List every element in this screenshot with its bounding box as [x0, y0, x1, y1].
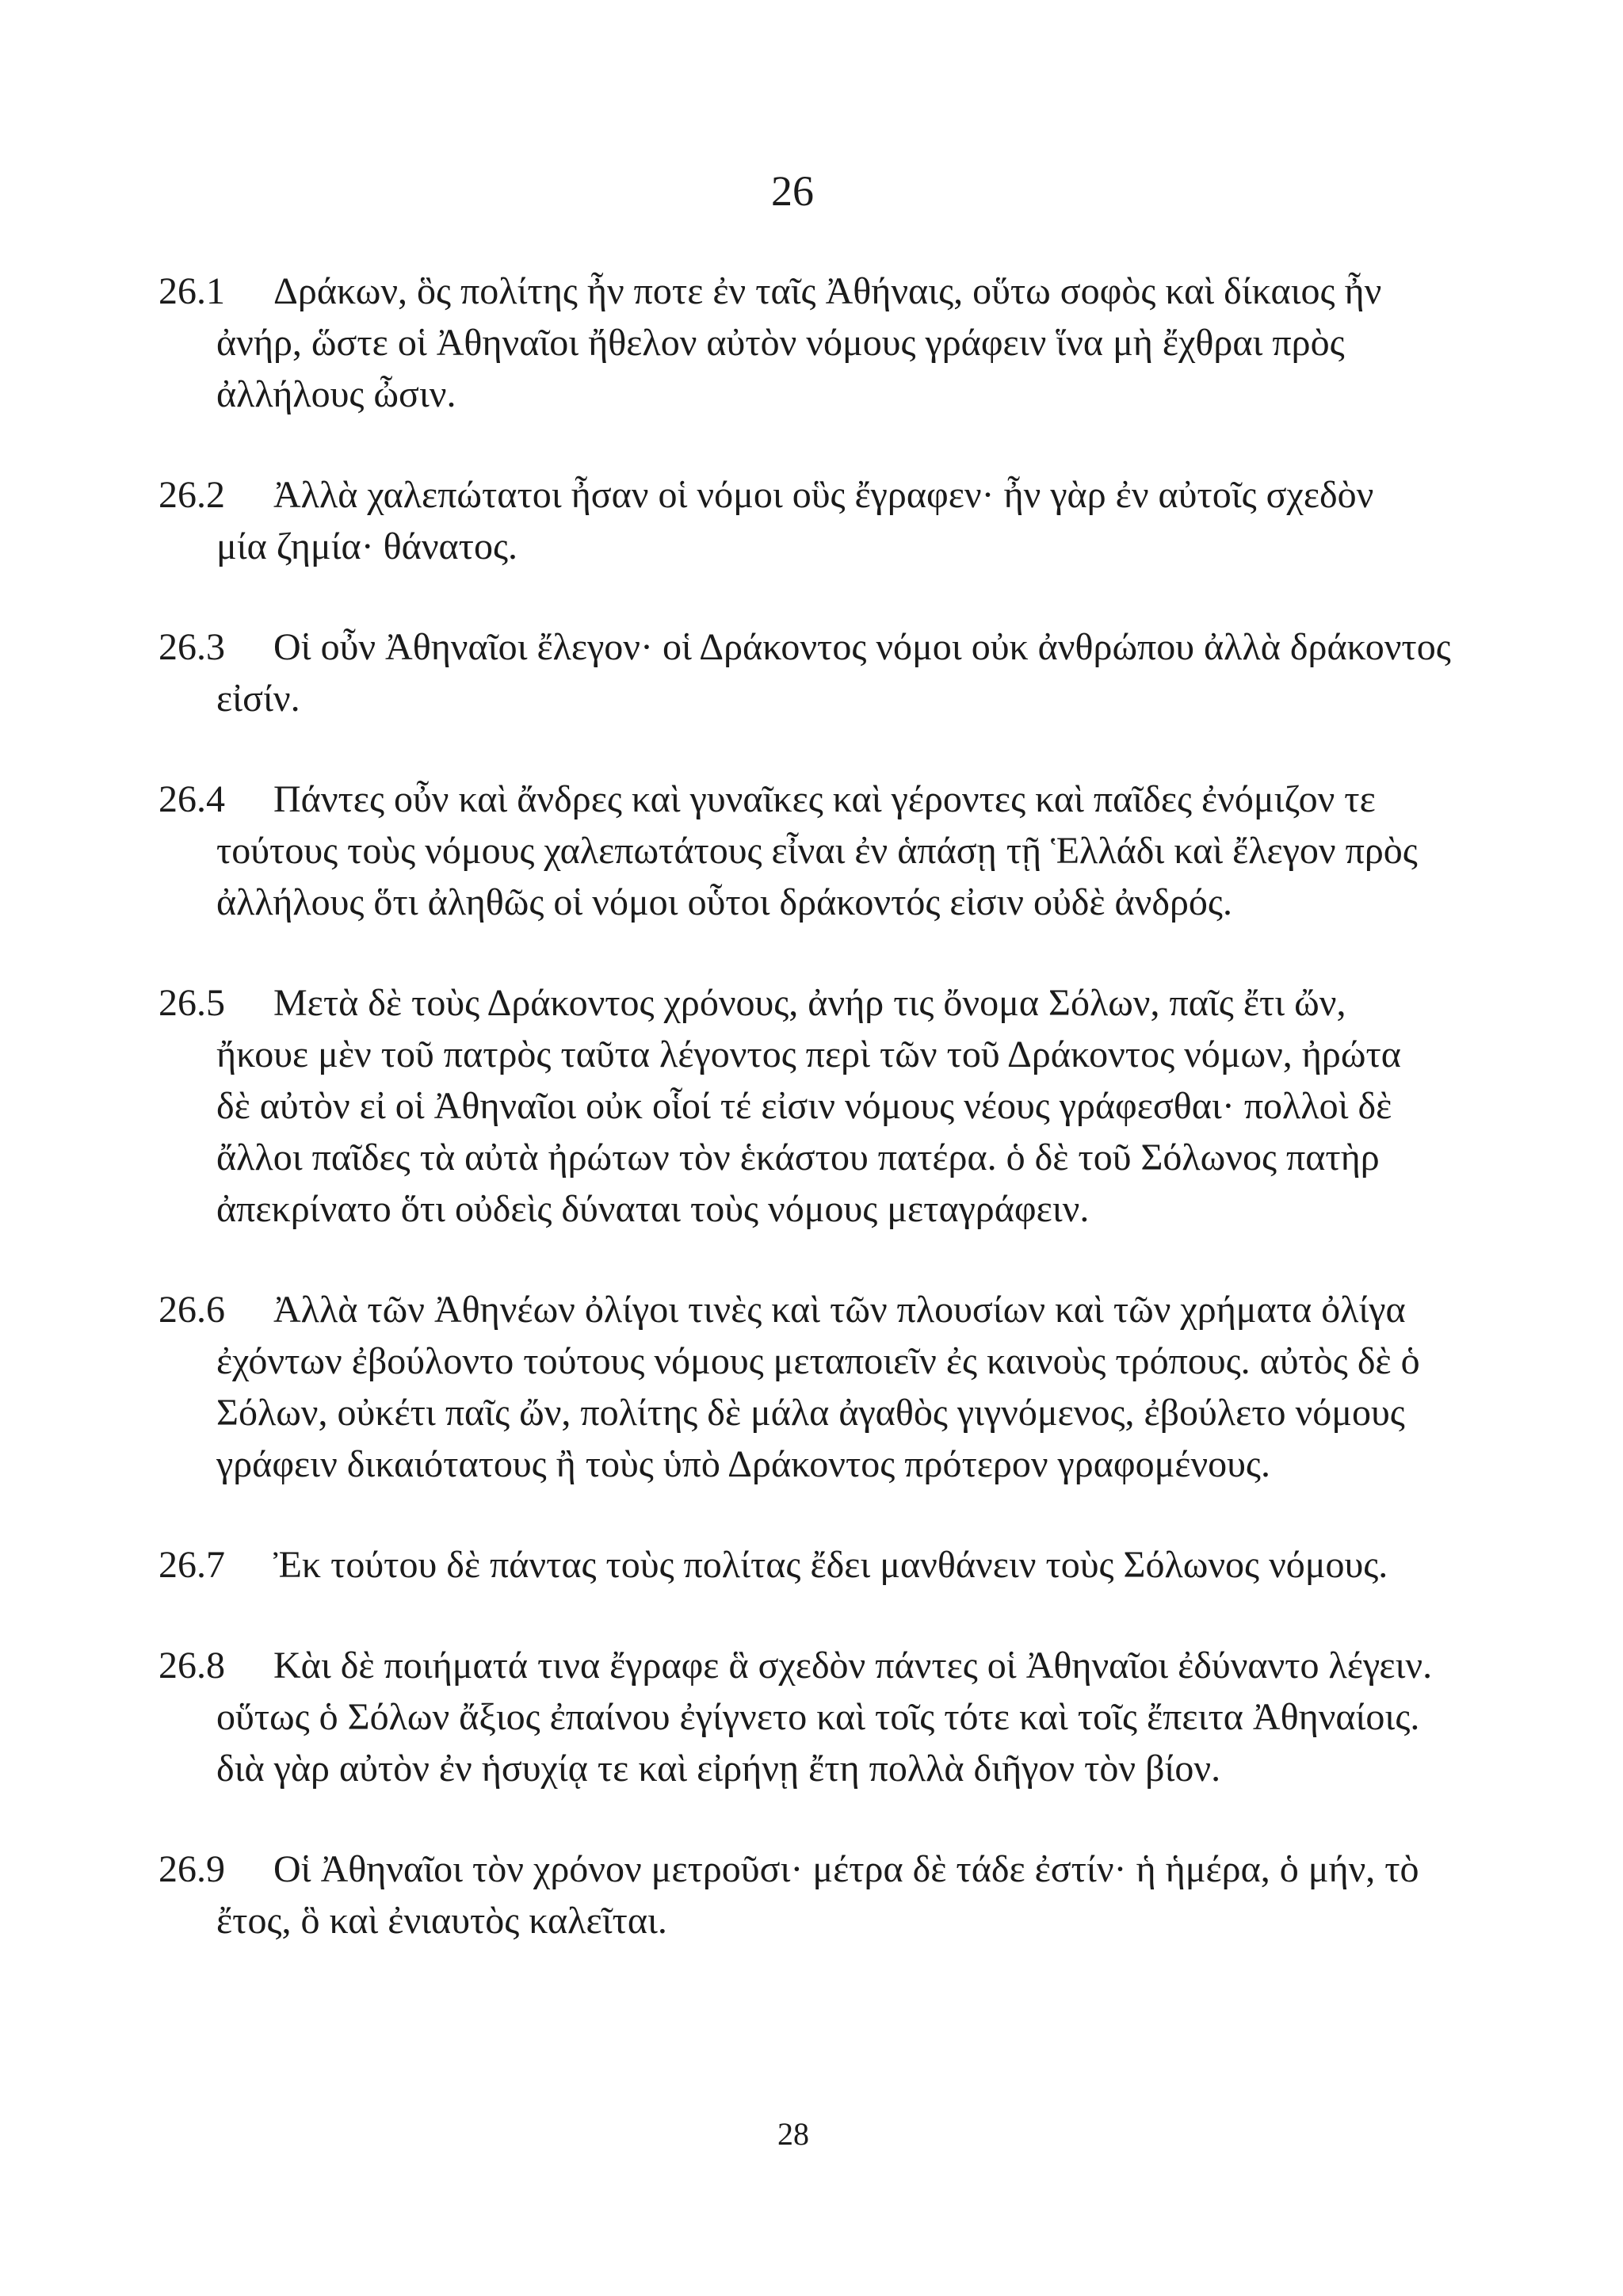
- text-line: [0, 1080, 1623, 1132]
- paragraph-number: 26.7: [158, 1544, 225, 1586]
- paragraph-26-8: [0, 1640, 1623, 1794]
- paragraph-line: Ἀλλὰ τῶν Ἀθηνέων ὀλίγοι τινὲς καὶ τῶν πλουσίων καὶ τῶν χρήματα ὀλίγα: [273, 1289, 1406, 1331]
- text-line: [0, 1029, 1623, 1080]
- text-line: [0, 521, 1623, 572]
- paragraph-line: Οἱ Ἀθηναῖοι τὸν χρόνον μετροῦσι· μέτρα δὲ τάδε ἐστίν· ἡ ἡμέρα, ὁ μήν, τὸ: [273, 1848, 1419, 1890]
- text-line: [0, 621, 1623, 673]
- paragraph-26-5: [0, 977, 1623, 1235]
- paragraph-line: Δράκων, ὃς πολίτης ἦν ποτε ἐν ταῖς Ἀθήναις, οὕτω σοφὸς καὶ δίκαιος ἦν: [273, 270, 1382, 312]
- text-line: [0, 1691, 1623, 1743]
- paragraph-26-9: [0, 1843, 1623, 1946]
- paragraph-line: εἰσίν.: [216, 678, 300, 720]
- paragraph-number: 26.1: [158, 270, 225, 312]
- text-line: [0, 1895, 1623, 1946]
- text-line: [0, 1284, 1623, 1335]
- paragraph-line: Ἀλλὰ χαλεπώτατοι ἦσαν οἱ νόμοι οὓς ἔγραφεν· ἦν γὰρ ἐν αὐτοῖς σχεδὸν: [273, 474, 1374, 516]
- paragraph-number: 26.6: [158, 1289, 225, 1331]
- paragraph-line: Πάντες οὖν καὶ ἄνδρες καὶ γυναῖκες καὶ γέροντες καὶ παῖδες ἐνόμιζον τε: [273, 778, 1376, 820]
- text-line: [0, 1387, 1623, 1438]
- paragraph-26-2: [0, 469, 1623, 572]
- text-line: [0, 1438, 1623, 1490]
- text-line: [0, 1640, 1623, 1691]
- paragraph-line: ἔτος, ὃ καὶ ἐνιαυτὸς καλεῖται.: [216, 1900, 667, 1942]
- paragraph-line: ἐχόντων ἐβούλοντο τούτους νόμους μεταποιεῖν ἐς καινοὺς τρόπους. αὐτὸς δὲ ὁ: [216, 1340, 1420, 1382]
- paragraph-line: μία ζημία· θάνατος.: [216, 525, 517, 567]
- text-line: [0, 1132, 1623, 1183]
- paragraph-line: διὰ γὰρ αὐτὸν ἐν ἡσυχίᾳ τε καὶ εἰρήνῃ ἔτη πολλὰ διῆγον τὸν βίον.: [216, 1748, 1221, 1790]
- text-line: [0, 1183, 1623, 1235]
- paragraph-number: 26.8: [158, 1645, 225, 1687]
- text-line: [0, 1539, 1623, 1591]
- text-line: [0, 673, 1623, 724]
- paragraph-number: 26.9: [158, 1848, 225, 1890]
- paragraph-line: ἄλλοι παῖδες τὰ αὐτὰ ἠρώτων τὸν ἑκάστου πατέρα. ὁ δὲ τοῦ Σόλωνος πατὴρ: [216, 1137, 1380, 1179]
- paragraph-26-1: [0, 266, 1623, 420]
- text-line: [0, 469, 1623, 521]
- text-line: [0, 774, 1623, 825]
- paragraph-line: ἀλλήλους ὦσιν.: [216, 373, 456, 415]
- paragraph-number: 26.3: [158, 626, 225, 668]
- paragraph-line: οὕτως ὁ Σόλων ἄξιος ἐπαίνου ἐγίγνετο καὶ τοῖς τότε καὶ τοῖς ἔπειτα Ἀθηναίοις.: [216, 1696, 1420, 1738]
- paragraph-line: Οἱ οὖν Ἀθηναῖοι ἔλεγον· οἱ Δράκοντος νόμοι οὐκ ἀνθρώπου ἀλλὰ δράκοντος: [273, 626, 1451, 668]
- text-line: [0, 977, 1623, 1029]
- paragraph-26-7: [0, 1539, 1623, 1591]
- paragraph-line: ἀπεκρίνατο ὅτι οὐδεὶς δύναται τοὺς νόμους μεταγράφειν.: [216, 1188, 1090, 1230]
- paragraph-26-4: [0, 774, 1623, 928]
- text-line: [0, 1843, 1623, 1895]
- paragraph-line: δὲ αὐτὸν εἰ οἱ Ἀθηναῖοι οὐκ οἷοί τέ εἰσιν νόμους νέους γράφεσθαι· πολλοὶ δὲ: [216, 1085, 1392, 1127]
- paragraph-line: Μετὰ δὲ τοὺς Δράκοντος χρόνους, ἀνήρ τις ὄνομα Σόλων, παῖς ἔτι ὤν,: [273, 982, 1346, 1024]
- paragraph-line: Σόλων, οὐκέτι παῖς ὤν, πολίτης δὲ μάλα ἀγαθὸς γιγνόμενος, ἐβούλετο νόμους: [216, 1392, 1405, 1434]
- paragraph-line: Ἐκ τούτου δὲ πάντας τοὺς πολίτας ἔδει μανθάνειν τοὺς Σόλωνος νόμους.: [273, 1544, 1388, 1586]
- text-line: [0, 369, 1623, 420]
- paragraph-line: γράφειν δικαιότατους ἢ τοὺς ὑπὸ Δράκοντος πρότερον γραφομένους.: [216, 1443, 1270, 1485]
- chapter-body: [0, 266, 1623, 1996]
- paragraph-number: 26.4: [158, 778, 225, 820]
- paragraph-number: 26.2: [158, 474, 225, 516]
- text-line: [0, 877, 1623, 928]
- paragraph-line: ἀλλήλους ὅτι ἀληθῶς οἱ νόμοι οὗτοι δράκοντός εἰσιν οὐδὲ ἀνδρός.: [216, 881, 1232, 923]
- text-line: [0, 1335, 1623, 1387]
- page-number: 28: [777, 2116, 809, 2152]
- paragraph-line: Κὰι δὲ ποιήματά τινα ἔγραφε ἃ σχεδὸν πάντες οἱ Ἀθηναῖοι ἐδύναντο λέγειν.: [273, 1645, 1433, 1687]
- chapter-heading: 26: [771, 167, 814, 215]
- paragraph-line: ἀνήρ, ὥστε οἱ Ἀθηναῖοι ἤθελον αὐτὸν νόμους γράφειν ἵνα μὴ ἔχθραι πρὸς: [216, 322, 1345, 364]
- text-line: [0, 317, 1623, 369]
- text-line: [0, 1743, 1623, 1794]
- paragraph-26-6: [0, 1284, 1623, 1490]
- paragraph-line: τούτους τοὺς νόμους χαλεπωτάτους εἶναι ἐν ἁπάσῃ τῇ Ἑλλάδι καὶ ἔλεγον πρὸς: [216, 830, 1418, 872]
- paragraph-26-3: [0, 621, 1623, 724]
- paragraph-number: 26.5: [158, 982, 225, 1024]
- text-line: [0, 266, 1623, 317]
- text-line: [0, 825, 1623, 877]
- paragraph-line: ἤκουε μὲν τοῦ πατρὸς ταῦτα λέγοντος περὶ τῶν τοῦ Δράκοντος νόμων, ἠρώτα: [216, 1033, 1401, 1075]
